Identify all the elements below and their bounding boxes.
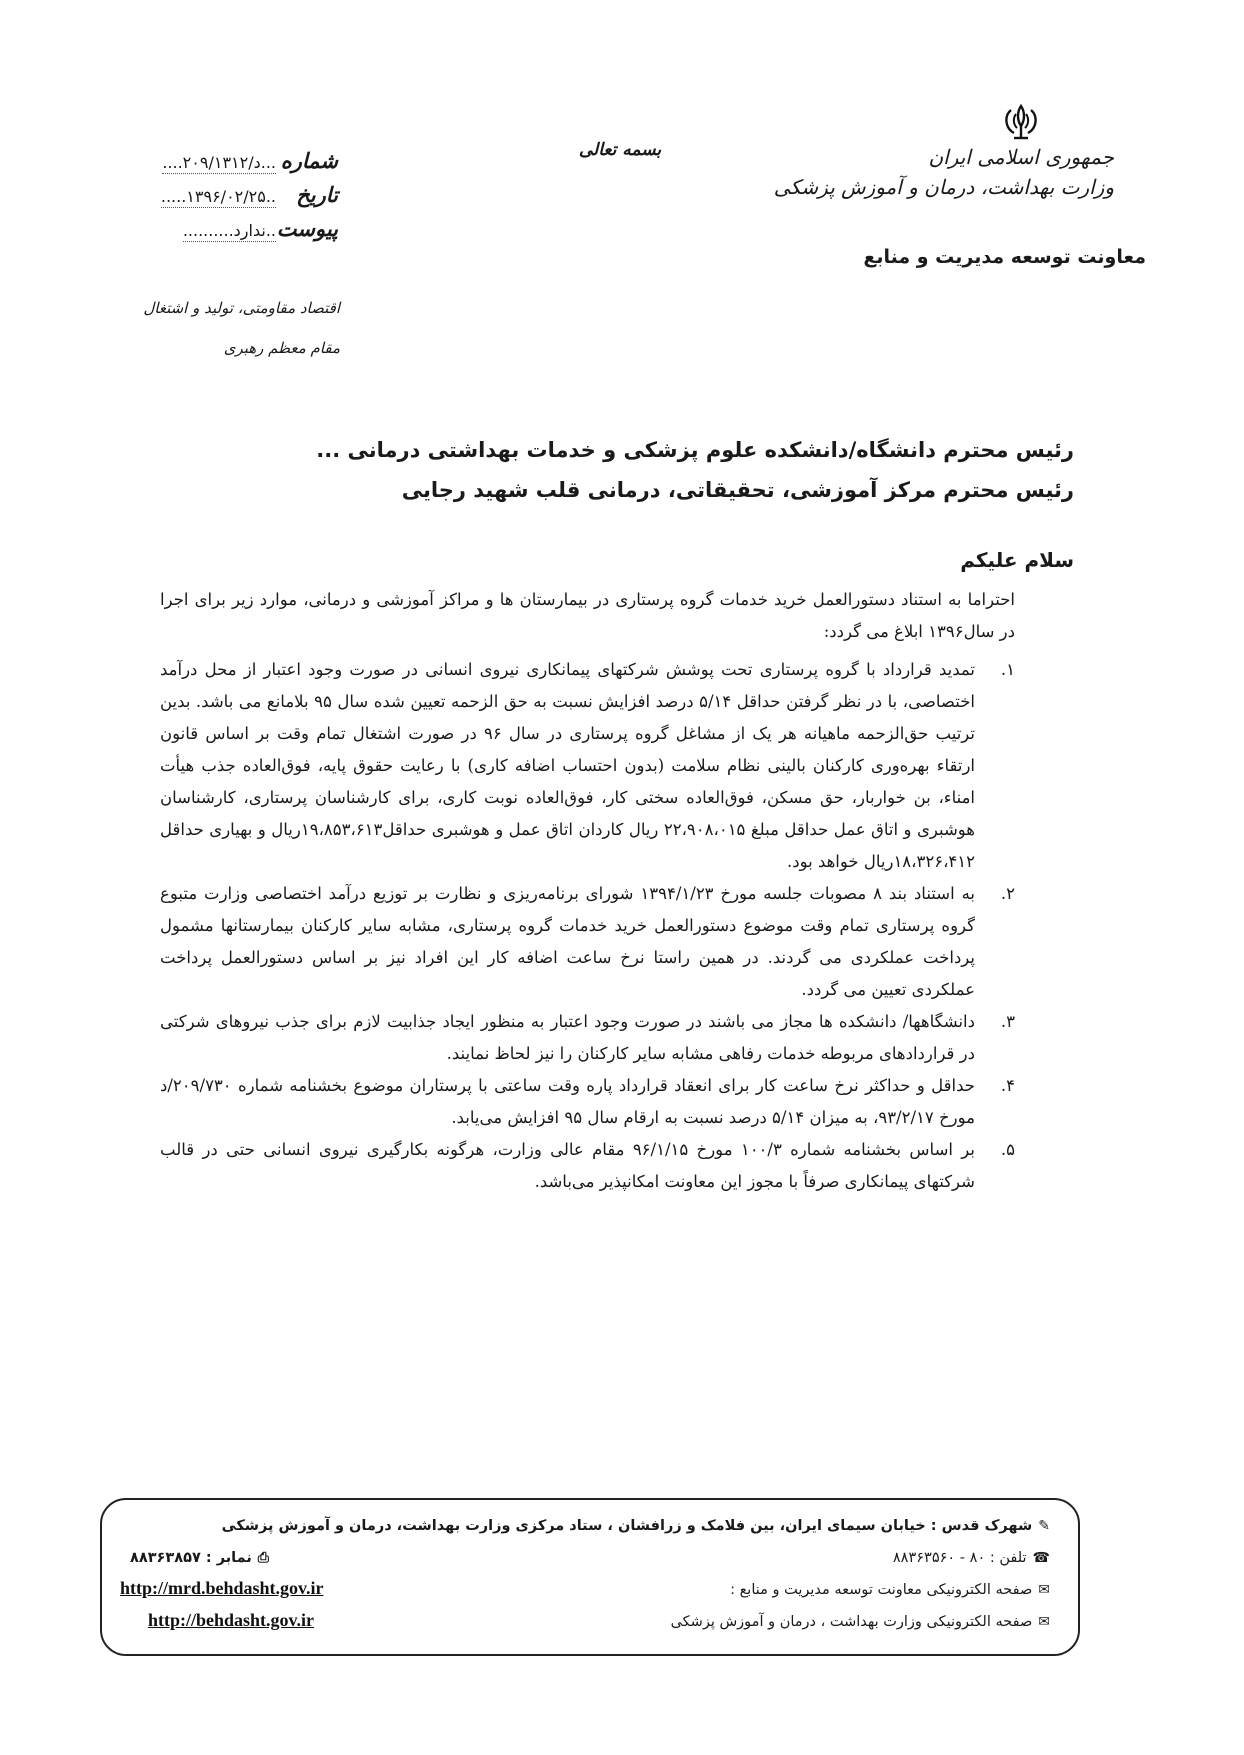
item-text: بر اساس بخشنامه شماره ۱۰۰/۳ مورخ ۹۶/۱/۱۵ مقام عالی وزارت، هرگونه بکارگیری نیروی انسانی حتی در قالب شرکتهای پیمانکاری صرفاً با مجوز این معاونت امکانپذیر می‌باشد. [160,1140,975,1191]
phone-text: تلفن : ۸۰ - ۸۸۳۶۳۵۶۰ [892,1550,1027,1566]
number-label: شماره [280,148,338,173]
number-value: ...د/۲۰۹/۱۳۱۲.... [162,153,276,172]
footer-ministry-site [671,1614,1050,1630]
item-number: ۱. [1000,660,1015,679]
intro-paragraph: احتراما به استناد دستورالعمل خرید خدمات گروه پرستاری در بیمارستان ها و مراکز آموزشی و درمانی، موارد زیر برای اجرا در سال۱۳۹۶ ابلاغ می گردد: [160,590,1015,641]
envelope-icon: ✉ [1038,1614,1050,1630]
addressee-line1: رئیس محترم دانشگاه/دانشکده علوم پزشکی و خدمات بهداشتی درمانی ... [316,438,1074,462]
deputy-site-label: صفحه الکترونیکی معاونت توسعه مدیریت و منابع : [730,1582,1033,1598]
item-text: حداقل و حداکثر نرخ ساعت کار برای انعقاد قرارداد پاره وقت ساعتی با پرستاران موضوع بخشنامه شماره ۲۰۹/۷۳۰/د مورخ ۹۳/۲/۱۷، به میزان ۵/۱۴ درصد نسبت به ارقام سال ۹۵ افزایش می‌یابد. [160,1076,975,1127]
addressees [316,430,1074,510]
date-value: ..۱۳۹۶/۰۲/۲۵..... [160,187,276,206]
item-number: ۴. [1000,1076,1015,1095]
item-text: تمدید قرارداد با گروه پرستاری تحت پوشش شرکتهای پیمانکاری نیروی انسانی در صورت وجود اعتبار از محل درآمد اختصاصی، با در نظر گرفتن حداقل ۵/۱۴ درصد افزایش نسبت به حق الزحمه تعیین شده سال ۹۵ بلامانع می باشد. بدین ترتیب حق‌الزحمه ماهیانه هر یک از مشاغل گروه پرستاری در سال ۹۶ در صورت اشتغال تمام وقت بر اساس قانون ارتقاء بهره‌وری کارکنان بالینی نظام سلامت (بدون احتساب اضافه کاری) با رعایت حقوق پایه، فوق‌العاده جذب هیأت امناء، بن خواربار، حق مسکن، فوق‌العاده سختی کار، فوق‌العاده نوبت کاری، برای کارشناسان پرستاری، کارشناسان هوشبری و اتاق عمل حداقل مبلغ ۲۲،۹۰۸،۰۱۵ ریال کاردان اتاق عمل و هوشبری حداقل۱۹،۸۵۳،۶۱۳ریال و بهیاری حداقل ۱۸،۳۲۶،۴۱۲ریال خواهد بود. [160,660,976,871]
address-text: شهرک قدس : خیابان سیمای ایران، بین فلامک و زرافشان ، ستاد مرکزی وزارت بهداشت، درمان و آموزش پزشکی [221,1518,1033,1534]
deputy-title: معاونت توسعه مدیریت و منابع [863,246,1146,268]
list-item [160,1134,1015,1198]
item-number: ۲. [1000,884,1015,903]
ministry-line2: وزارت بهداشت، درمان و آموزش پزشکی [773,175,1114,199]
addressee-line2: رئیس محترم مرکز آموزشی، تحقیقاتی، درمانی قلب شهید رجایی [401,478,1074,502]
attachment-value: ..ندارد.......... [182,221,276,240]
ministry-name [773,142,1114,202]
list-item [160,878,1015,1006]
slogan-line1: اقتصاد مقاومتی، تولید و اشتغال [143,299,340,317]
bismillah: بسمه تعالی [578,140,662,160]
footer-address [222,1518,1050,1534]
pen-icon: ✎ [1038,1518,1050,1534]
number-row [128,148,338,182]
ministry-site-label: صفحه الکترونیکی وزارت بهداشت ، درمان و آموزش پزشکی [670,1614,1033,1630]
envelope-icon: ✉ [1038,1582,1050,1598]
footer-fax [130,1550,269,1566]
iran-emblem-icon [998,102,1044,142]
footer-phone [893,1550,1050,1566]
fax-icon: ⎙ [257,1550,269,1566]
ministry-url-link[interactable]: http://behdasht.gov.ir [148,1610,315,1630]
ministry-line1: جمهوری اسلامی ایران [928,145,1114,169]
letterhead-footer [100,1498,1080,1656]
date-label: تاریخ [296,182,338,207]
list-item [160,1070,1015,1134]
item-number: ۵. [1000,1140,1015,1159]
list-item [160,1006,1015,1070]
letter-meta [128,148,338,250]
footer-deputy-site [730,1582,1050,1598]
attachment-row [128,216,338,250]
attachment-label: پیوست [276,216,338,241]
fax-text: نمابر : ۸۸۳۶۳۸۵۷ [130,1550,252,1566]
directive-list [160,654,1015,1198]
list-item [160,654,1015,878]
deputy-url-link[interactable]: http://mrd.behdasht.gov.ir [120,1578,324,1598]
item-text: دانشگاهها/ دانشکده ها مجاز می باشند در صورت وجود اعتبار به منظور ایجاد جذابیت لازم برای جذب نیروهای شرکتی در قراردادهای مربوطه خدمات رفاهی مشابه سایر کارکنان را نیز لحاظ نمایند. [160,1012,975,1063]
slogan [143,288,340,368]
item-number: ۳. [1000,1012,1015,1031]
greeting: سلام علیکم [960,548,1074,572]
letter-body [160,584,1015,1198]
item-text: به استناد بند ۸ مصوبات جلسه مورخ ۱۳۹۴/۱/۲۳ شورای برنامه‌ریزی و نظارت بر توزیع درآمد اختصاصی وزارت متبوع گروه پرستاری تمام وقت موضوع دستورالعمل خرید خدمات گروه پرستاری، مشابه سایر کارکنان بیمارستانها مشمول پرداخت عملکردی می گردند. در همین راستا نرخ ساعت اضافه کار این افراد نیز بر اساس دستورالعمل پرداخت عملکردی تعیین می گردد. [160,884,976,999]
telephone-icon: ☎ [1032,1550,1050,1566]
slogan-line2: مقام معظم رهبری [223,339,340,357]
date-row [128,182,338,216]
